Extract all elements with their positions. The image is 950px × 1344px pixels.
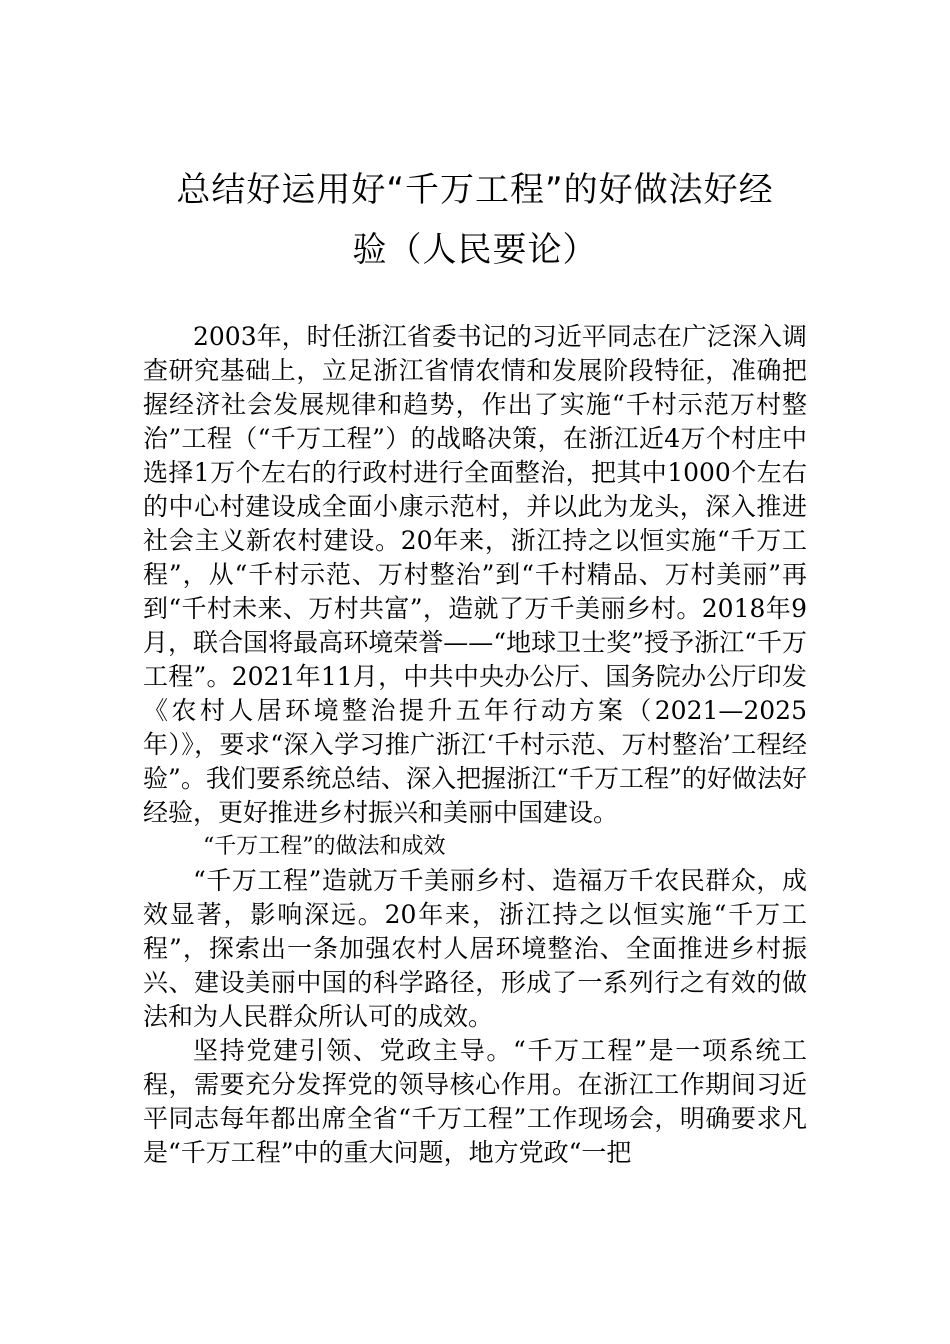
title-line-1: 总结好运用好“千万工程”的好做法好经: [176, 170, 774, 210]
intro-paragraph: 2003年，时任浙江省委书记的习近平同志在广泛深入调查研究基础上，立足浙江省情农情和发展阶段特征，准确把握经济社会发展规律和趋势，作出了实施“千村示范万村整治”工程（“千万工程”）的战略决策，在浙江近4万个村庄中选择1万个左右的行政村进行全面整治，把其中1000个左右的中心村建设成全面小康示范村，并以此为龙头，深入推进社会主义新农村建设。20年来，浙江持之以恒实施“千万工程”，从“千村示范、万村整治”到“千村精品、万村美丽”再到“千村未来、万村共富”，造就了万千美丽乡村。2018年9月，联合国将最高环境荣誉——“地球卫士奖”授予浙江“千万工程”。2021年11月，中共中央办公厅、国务院办公厅印发《农村人居环境整治提升五年行动方案（2021—2025年）》，要求“深入学习推广浙江‘千村示范、万村整治’工程经验”。我们要系统总结、深入把握浙江“千万工程”的好做法好经验，更好推进乡村振兴和美丽中国建设。: [143, 322, 807, 827]
section-heading: “千万工程”的做法和成效: [203, 834, 446, 859]
document-body: [143, 320, 807, 1170]
section-paragraph-2: 坚持党建引领、党政主导。“千万工程”是一项系统工程，需要充分发挥党的领导核心作用。在浙江工作期间习近平同志每年都出席全省“千万工程”工作现场会，明确要求凡是“千万工程”中的重大问题，地方党政“一把: [143, 1036, 807, 1167]
title-line-2: 验（人民要论）: [352, 230, 598, 270]
document-title: [120, 160, 830, 280]
section-paragraph-1: “千万工程”造就万千美丽乡村、造福万千农民群众，成效显著，影响深远。20年来，浙江持之以恒实施“千万工程”，探索出一条加强农村人居环境整治、全面推进乡村振兴、建设美丽中国的科学路径，形成了一系列行之有效的做法和为人民群众所认可的成效。: [143, 866, 807, 1031]
